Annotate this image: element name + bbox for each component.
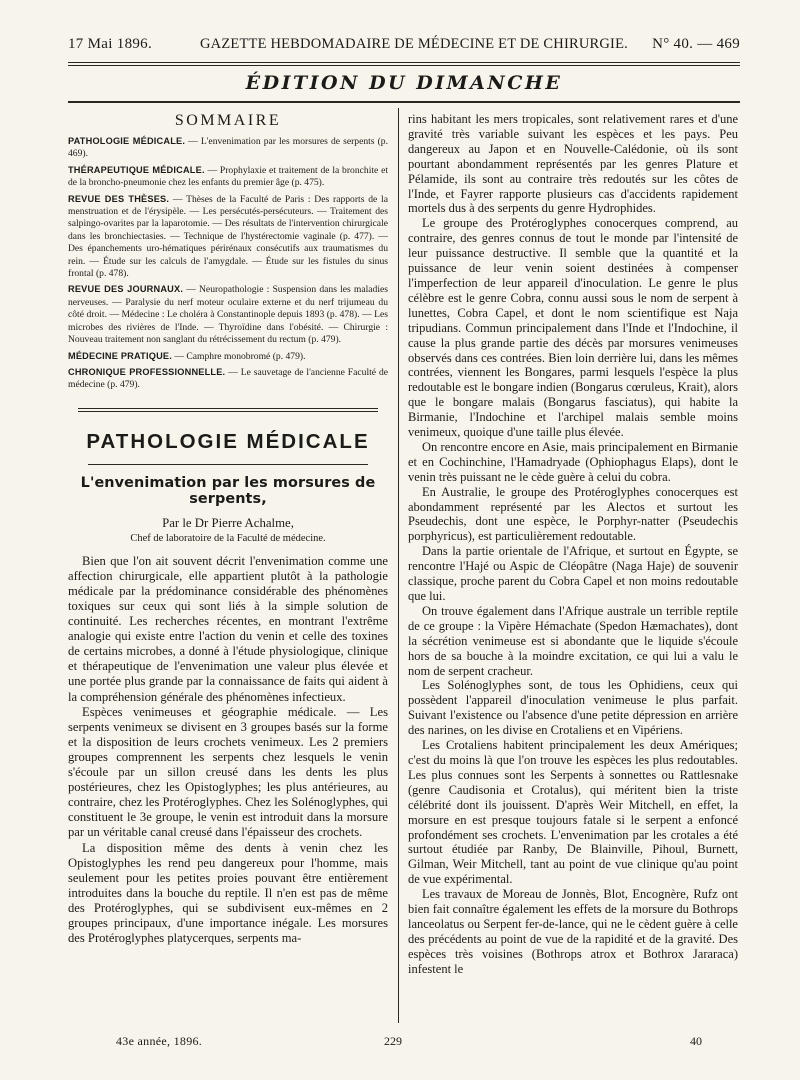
edition-title: ÉDITION DU DIMANCHE	[245, 72, 563, 94]
body-paragraph: Les Crotaliens habitent principalement les deux Amériques; c'est du moins là que l'on trouve les espèces les plus redoutables. Les plus connues sont les Serpents à sonnettes ou Rattlesnake (genre Caudisonia et Crotalus), qui méritent bien la triste célébrité dont ils jouissent. D'après Weir Mitchell, en effet, la morsure en est presque toujours fatale si le serpent a enfoncé profondément ses crochets. L'envenimation par les crotales a été surtout étudiée par Ranby, De Blainville, Pihoul, Burnett, Gilman, Weir Mitchell, tant au point de vue clinique qu'au point de vue expérimental.	[408, 738, 738, 887]
sommaire-item	[68, 164, 388, 190]
sommaire-item-head: PATHOLOGIE MÉDICALE.	[68, 136, 186, 146]
sommaire-item-body: — Thèses de la Faculté de Paris : Des rapports de la menstruation et de l'érysipèle. — Les persécutés-persécuteurs. — Traitement des salpingo-ovarites par la laparotomie. — Des résultats de l'intervention chirurgicale dans les bronchiectasies. — Technique de l'hystérectomie vaginale (p. 477). — Des épanchements uro-hématiques périrénaux consécutifs aux traumatismes du rein. — Étude sur les calculs de l'amygdale. — Étude sur les fistules du sinus frontal (p. 478).	[68, 193, 388, 280]
body-paragraph: La disposition même des dents à venin chez les Opistoglyphes les rend peu dangereux pour l'homme, mais seulement pour les petites proies pouvant être entièrement introduites dans la bouche du reptile. Il n'en est pas de même des Protéroglyphes, qui se subdivisent eux-mêmes en 2 groupes principaux, d'une importance inégale. Les morsures des Protéroglyphes platycerques, serpents ma-	[68, 840, 388, 946]
section-title: PATHOLOGIE MÉDICALE	[86, 429, 370, 453]
body-paragraph: Bien que l'on ait souvent décrit l'envenimation comme une affection chirurgicale, elle appartient plutôt à la pathologie médicale par la prédominance considérable des phénomènes toxiques sur ceux qui sont liés à la simple solution de continuité. Les recherches récentes, en montrant l'extrême analogie qui existe entre l'action du venin et celle des toxines de certains microbes, a donné à l'étude physiologique, clinique et thérapeutique de l'envenimation une valeur plus élevée et une portée plus grande par la connaissance de faits qui aident à la compréhension générale des phénomènes infectieux.	[68, 553, 388, 704]
journal-title: GAZETTE HEBDOMADAIRE DE MÉDECINE ET DE CHIRURGIE.	[200, 36, 628, 52]
signature-mark: 40	[690, 1034, 702, 1048]
sommaire-item-head: REVUE DES THÈSES.	[68, 193, 170, 204]
header-rule-thin	[68, 65, 740, 66]
sommaire-item-body: — Le sauvetage de l'ancienne Faculté de médecine (p. 479).	[68, 366, 388, 391]
sommaire-item-head: MÉDECINE PRATIQUE.	[68, 350, 172, 361]
body-paragraph: On trouve également dans l'Afrique australe un terrible reptile de ce groupe : la Vipère Hémachate (Spedon Hæmachates), dont la sécrétion venimeuse est si abondante que le liquide s'écoule hors de sa bouche à la moindre excitation, ce qui lui a valu le nom de serpent cracheur.	[408, 603, 738, 678]
column-divider	[398, 108, 399, 1023]
volume-year: 43e année, 1896.	[116, 1034, 203, 1048]
issue-page-number: N° 40. — 469	[652, 36, 740, 52]
body-paragraph: Les Solénoglyphes sont, de tous les Ophidiens, ceux qui possèdent l'appareil d'inoculation venimeuse le plus parfait. Suivant l'existence ou l'absence d'une petite dépression en arrière des narines, on les divise en Crotaliens et en Vipériens.	[408, 678, 738, 738]
body-paragraph: Les travaux de Moreau de Jonnès, Blot, Encognère, Rufz ont bien fait connaître également les effets de la morsure du Bothrops lanceolatus ou Serpent fer-de-lance, qui ne le cèdent guère à celle des précédents au point de vue de la rapidité et de la gravité. Des espèces très voisines (Bothrops atrox et Bothrox Jararaca) infestent le	[408, 887, 738, 976]
article-byline: Par le Dr Pierre Achalme,	[162, 515, 294, 530]
body-paragraph: Espèces venimeuses et géographie médicale. — Les serpents venimeux se divisent en 3 groupes basés sur la forme et la disposition de leurs crochets venimeux. Les 2 premiers groupes comprennent les serpents chez lesquels le venin s'écoule par un sillon creusé dans les dents les plus postérieures, chez les Opistoglyphes; les plus antérieures, au contraire, chez les Protéroglyphes. Chez les Solénoglyphes, qui constituent le 3e groupe, le venin est introduit dans la morsure par un véritable canal creusé dans l'épaisseur des crochets.	[68, 704, 388, 840]
article-title: L'envenimation par les morsures de serpents,	[80, 474, 376, 507]
sommaire-item-body: — L'envenimation par les morsures de serpents (p. 469).	[68, 136, 388, 160]
sommaire-item-body: — Neuropathologie : Suspension dans les maladies nerveuses. — Paralysie du nerf moteur oculaire externe et du nerf trijumeau du côté droit. — Médecine : Le choléra à Constantinople depuis 1893 (p. 478). — Les microbes des rivières de l'Inde. — Thyroïdine dans l'obésité. — Chirurgie : Nouveau traitement non sanglant du rétrécissement du rectum (p. 479).	[68, 284, 388, 346]
body-paragraph: En Australie, le groupe des Protéroglyphes conocerques est abondamment représenté par les Alectos et surtout les Pseudechis, dont une espèce, le Porphyr-natter (Pseudechis porphyricus), est particulièrement redoutable.	[408, 484, 738, 544]
section-rule	[88, 464, 368, 465]
body-paragraph: Le groupe des Protéroglyphes conocerques comprend, au contraire, des genres connus de tout le monde par l'intensité de leur puissance destructive. Il semble que la quantité et la puissance de leur venin soient destinées à compenser l'imperfection de leur appareil d'inoculation. Le genre le plus célèbre est le genre Cobra, connu aussi sous le nom de serpent à lunettes, Cobra Capel, et dont le nom scientifique est Naja tripudians. Commun principalement dans l'Inde et l'Indochine, il cause la plus grande partie des décès par morsures venimeuses observés dans ces contrées. Bien loin derrière lui, dans les mêmes contrées, viennent les Bongares, parmi lesquels l'espèce la plus redoutable est le bongare indien (Bongarus cœruleus, Krait), alors que le bongare malais (Bongarus fasciatus), qui habite la Birmanie, l'Indochine et l'archipel malais semble moins venimeux, quoique d'une taille plus élevée.	[408, 216, 738, 440]
sommaire-item-head: REVUE DES JOURNAUX.	[68, 284, 184, 295]
sommaire-item	[68, 366, 388, 392]
left-column	[68, 112, 388, 1022]
header-rule	[68, 62, 740, 63]
sommaire-item	[68, 193, 388, 281]
body-paragraph: On rencontre encore en Asie, mais principalement en Birmanie et en Cochinchine, l'Hamadryade (Ophiophagus Elaps), dont le venin très puissant ne le cède guère à celui du cobra.	[408, 439, 738, 484]
body-paragraph: Dans la partie orientale de l'Afrique, et surtout en Égypte, se rencontre l'Hajé ou Aspic de Cléopâtre (Naga Haje) de souvenir classique, proche parent du Cobra Capel et non moins redoutable que lui.	[408, 544, 738, 603]
issue-date: 17 Mai 1896.	[68, 36, 153, 52]
sommaire-item-body: — Prophylaxie et traitement de la bronchite et de la broncho-pneumonie chez les enfants du premier âge (p. 475).	[68, 164, 388, 189]
sommaire-item-body: — Camphre monobromé (p. 479).	[172, 350, 306, 362]
sommaire-item	[68, 135, 388, 161]
right-column	[408, 112, 738, 1022]
sommaire-item-head: THÉRAPEUTIQUE MÉDICALE.	[68, 164, 205, 175]
sommaire-divider	[78, 411, 378, 412]
edition-rule	[68, 101, 740, 103]
body-paragraph: rins habitant les mers tropicales, sont relativement rares et d'une gravité très variable suivant les espèces et les pays. Peu dangereux au Japon et en Nouvelle-Calédonie, où ils sont pourtant abondamment représentés par les genres Plature et Pélamide, ils sont au contraire très redoutés sur les côtes de l'Inde, et Fayrer rapporte plusieurs cas d'accidents rapidement mortels dus à des serpents du genre Hydrophides.	[408, 112, 738, 216]
sommaire-item-head: CHRONIQUE PROFESSIONNELLE.	[68, 366, 226, 377]
article-affiliation: Chef de laboratoire de la Faculté de médecine.	[130, 532, 326, 544]
sommaire-item	[68, 350, 388, 363]
running-head	[68, 36, 740, 58]
sommaire-divider	[78, 408, 378, 409]
sommaire-title: SOMMAIRE	[174, 112, 282, 129]
folio-number: 229	[384, 1034, 402, 1048]
sommaire-item	[68, 283, 388, 346]
